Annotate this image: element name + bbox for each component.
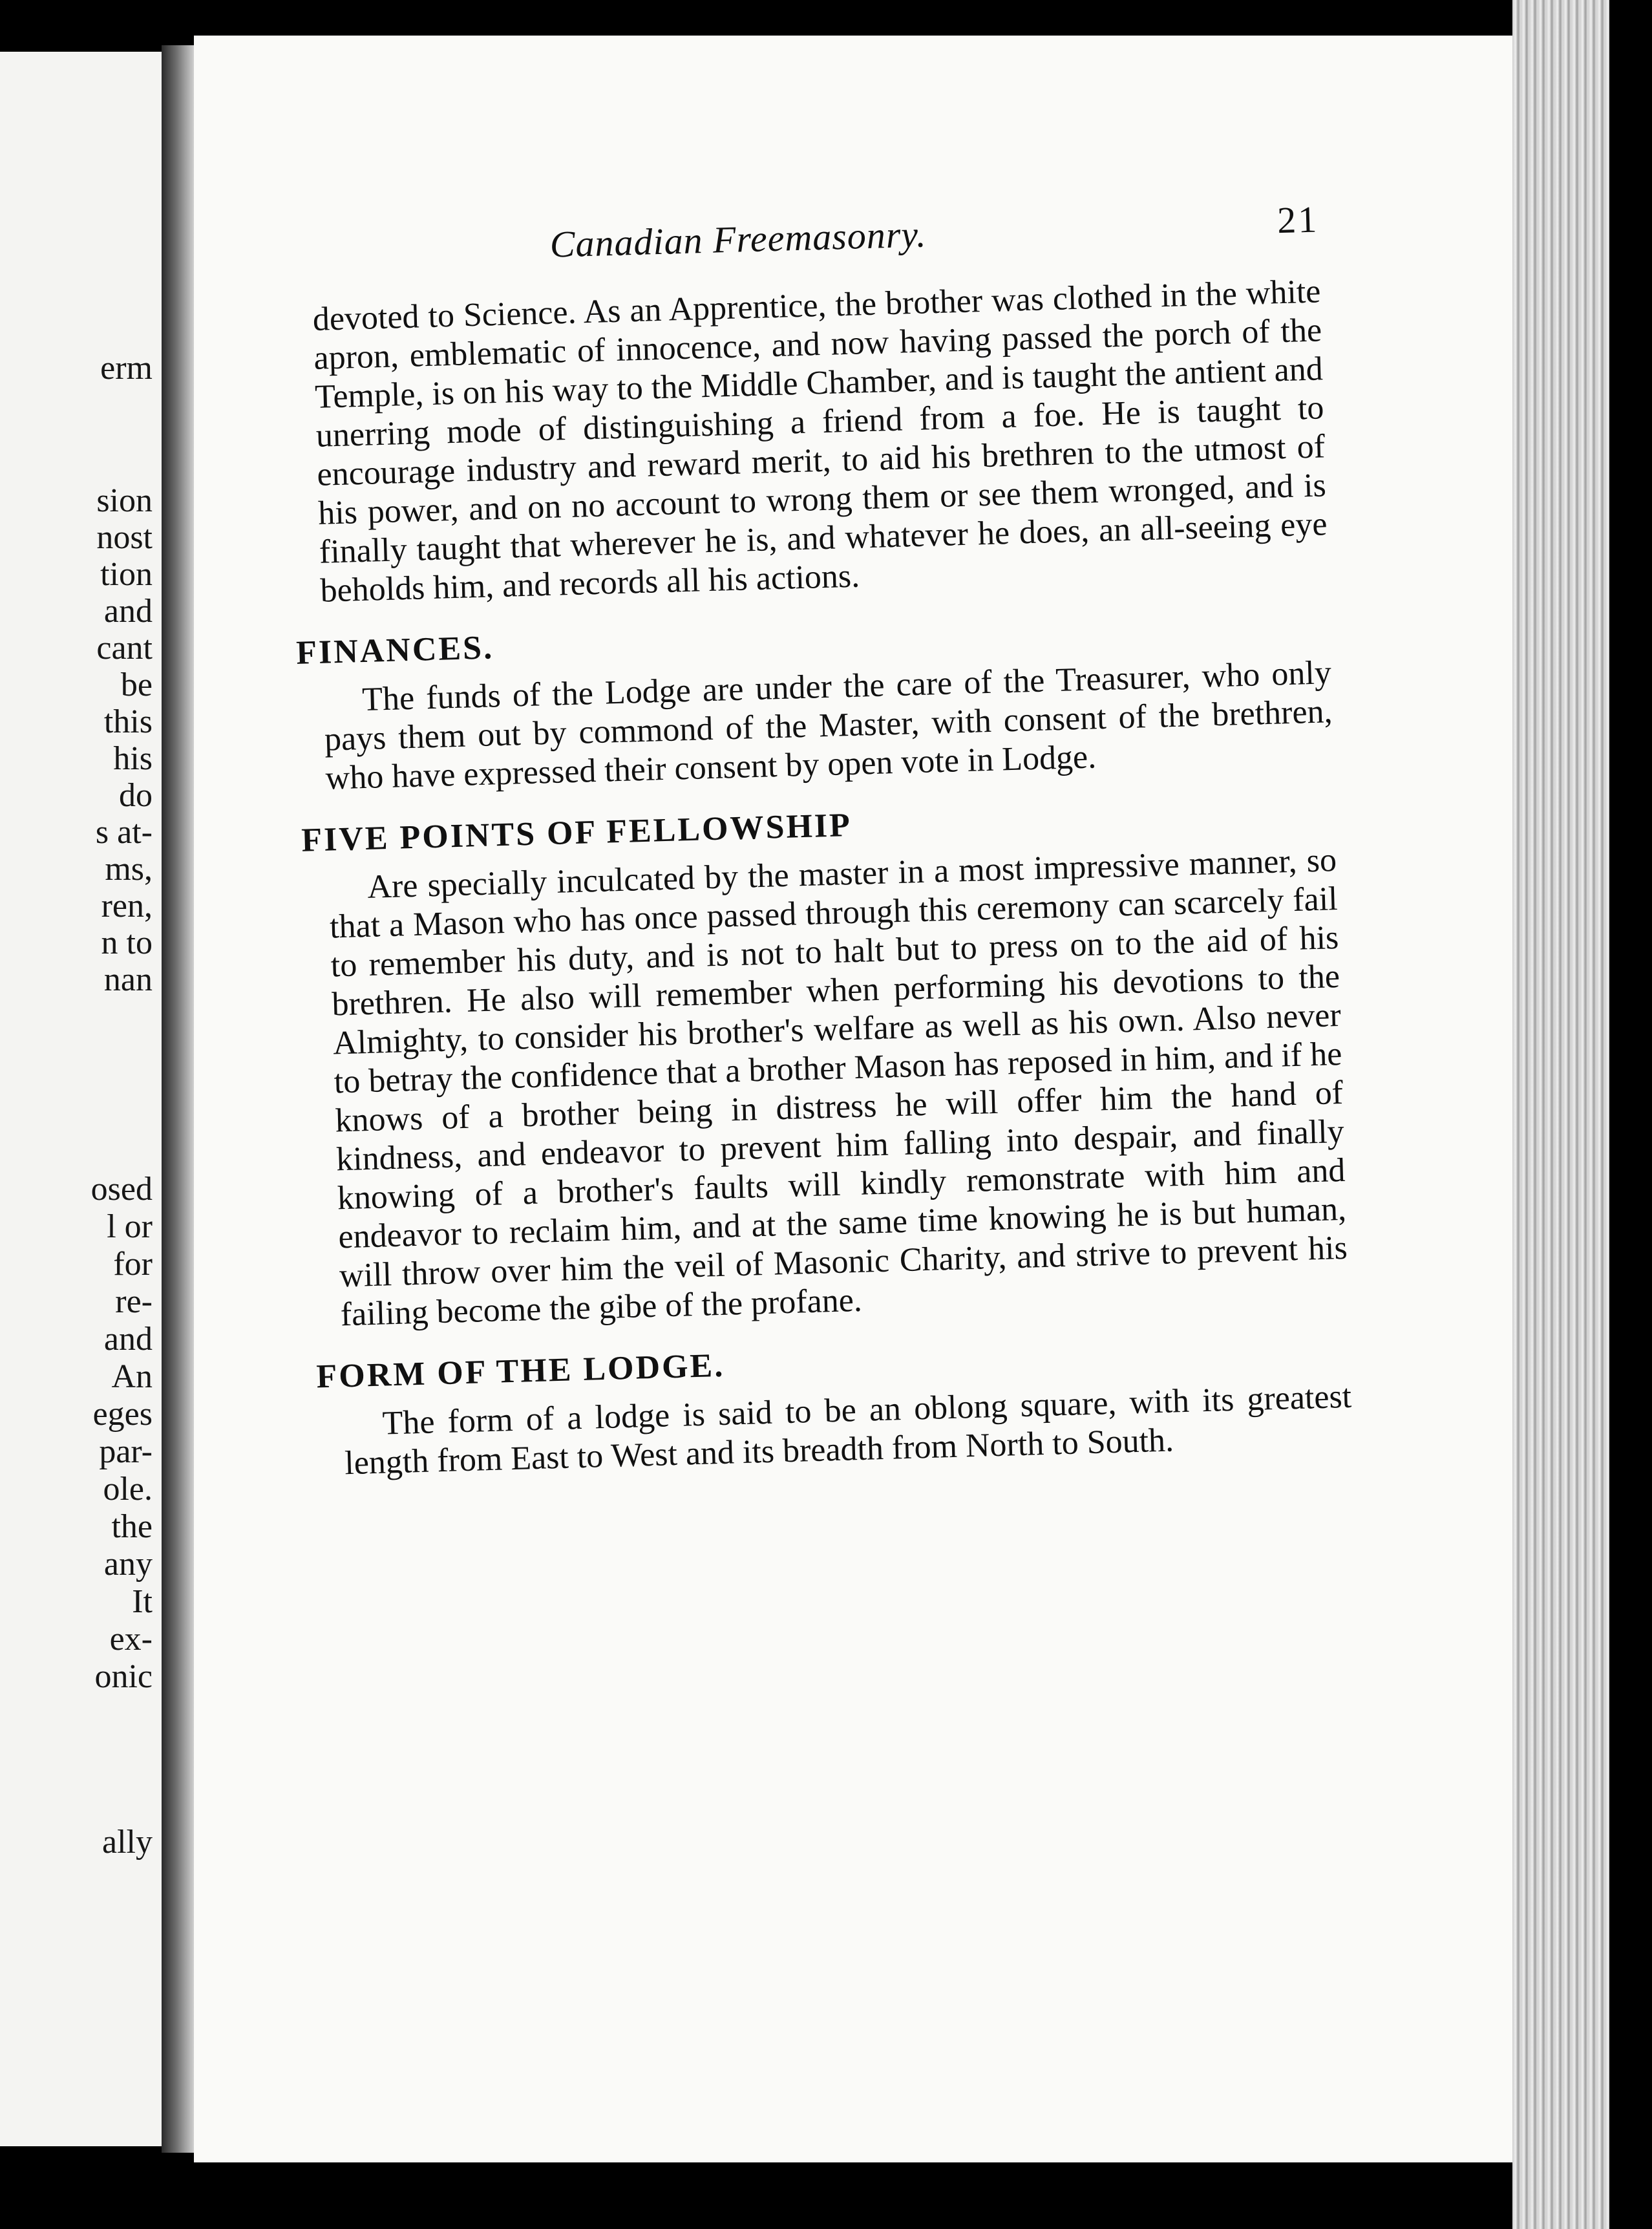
line-fragment: ally xyxy=(102,1824,153,1861)
page-number: 21 xyxy=(1276,198,1320,242)
line-fragment: n to xyxy=(101,924,153,961)
section-heading-finances: FINANCES. xyxy=(295,629,494,672)
line-fragment: for xyxy=(113,1246,153,1283)
line-fragment: do xyxy=(119,777,153,814)
line-fragment: sion xyxy=(96,482,153,519)
book-page xyxy=(194,36,1512,2162)
section-text-finances: The funds of the Lodge are under the care of the Treasurer, who only pays them out by commond of the Master, with consent of the brethren, who have expressed their consent by open vote in Lodge. xyxy=(324,654,1333,797)
line-fragment: and xyxy=(103,593,153,630)
line-fragment: par- xyxy=(99,1433,153,1470)
line-fragment: tion xyxy=(100,556,153,593)
line-fragment: ren, xyxy=(101,888,153,924)
line-fragment: his xyxy=(113,740,153,777)
line-fragment: It xyxy=(132,1583,153,1620)
opening-paragraph: devoted to Science. As an Apprentice, the brother was clothed in the white apron, emblematic of innocence, and now having passed the porch of the Temple, is on his way to the Middle Chamber, and is taught the antient and unerring mode of distinguishing a friend from a foe. He is taught to encourage industry and reward merit, to aid his brethren to the utmost of his power, and on no account to wrong them or see them wronged, and is finally taught that wherever he is, and whatever he does, an all-seeing eye beholds him, and records all his actions. xyxy=(312,273,1328,610)
section-text-form-of-lodge: The form of a lodge is said to be an oblong square, with its greatest length from East to West and its breadth from North to South. xyxy=(344,1378,1352,1482)
line-fragment: eges xyxy=(92,1396,153,1433)
running-title: Canadian Freemasonry. xyxy=(549,213,927,266)
previous-page xyxy=(0,52,162,2146)
page-content xyxy=(295,198,1353,1483)
line-fragment: re- xyxy=(115,1283,153,1320)
line-fragment: be xyxy=(120,667,153,703)
line-fragment: cant xyxy=(96,630,153,667)
line-fragment: onic xyxy=(94,1658,153,1695)
page-edges xyxy=(1512,0,1652,2229)
line-fragment: osed xyxy=(90,1171,153,1208)
line-fragment: any xyxy=(103,1546,153,1583)
line-fragment: ex- xyxy=(109,1621,153,1658)
line-fragment: ole. xyxy=(103,1471,153,1508)
line-fragment: and xyxy=(103,1321,153,1358)
section-heading-form-of-lodge: FORM OF THE LODGE. xyxy=(315,1347,725,1396)
line-fragment: nost xyxy=(96,519,153,556)
line-fragment: ms, xyxy=(105,851,153,888)
line-fragment: s at- xyxy=(95,814,153,851)
line-fragment: nan xyxy=(103,961,153,998)
line-fragment: erm xyxy=(100,350,153,387)
line-fragment: An xyxy=(111,1358,153,1395)
book-gutter xyxy=(162,45,194,2153)
section-text-five-points: Are specially inculcated by the master in a most impressive manner, so that a Mason who has once passed through this ceremony can scarcely fail to remember his duty, and is not to halt but to press on to the aid of his brethren. He also will remember when performing his devotions to the Almighty, to consider his brother's welfare as well as his own. Also never to betray the confidence that a brother Mason has reposed in him, and if he knows of a brother being in distress he will offer him the hand of kindness, and endeavor to prevent him falling into despair, and finally knowing of a brother's faults will kindly remonstrate with him and endeavor to reclaim him, and at the same time knowing he is but human, will throw over him the veil of Masonic Charity, and strive to prevent his failing become the gibe of the profane. xyxy=(329,842,1348,1334)
section-heading-five-points: FIVE POINTS OF FELLOWSHIP xyxy=(301,806,852,859)
line-fragment: the xyxy=(111,1508,153,1545)
line-fragment: l or xyxy=(107,1208,153,1245)
line-fragment: this xyxy=(103,703,153,740)
previous-page-text xyxy=(0,52,162,2146)
